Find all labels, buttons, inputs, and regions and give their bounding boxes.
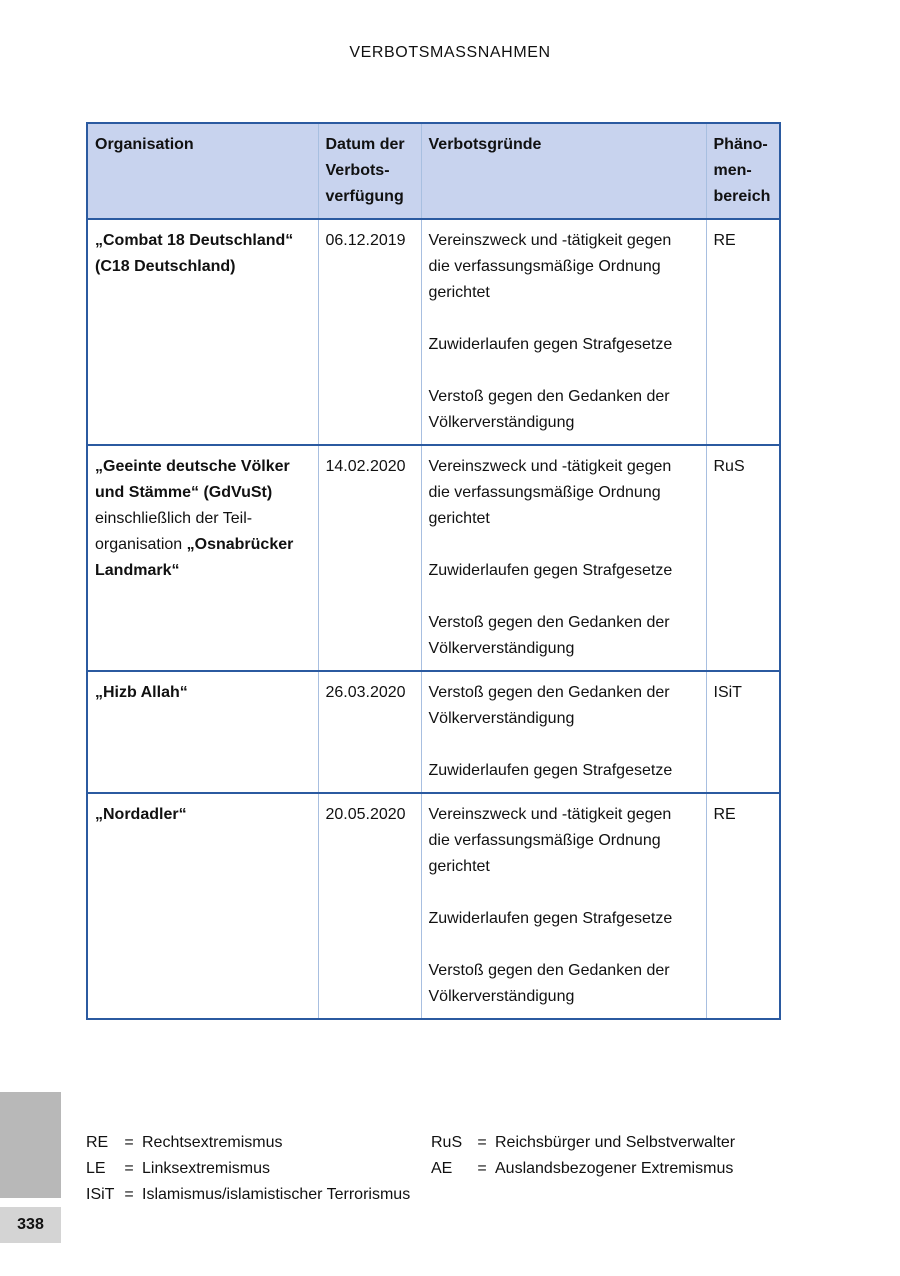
legend-meaning: Linksextremismus bbox=[142, 1160, 271, 1177]
reason-line: Zuwiderlaufen gegen Strafgesetze bbox=[428, 336, 673, 353]
page-number: 338 bbox=[0, 1207, 61, 1243]
reason-line: Verstoß gegen den Gedanken der bbox=[428, 684, 670, 701]
table-body bbox=[87, 219, 780, 1019]
legend-row bbox=[86, 1130, 806, 1156]
org-line bbox=[95, 680, 311, 706]
legend-eq: = bbox=[477, 1160, 487, 1177]
legend-entry bbox=[431, 1130, 735, 1156]
reason-line: Völkerverständigung bbox=[428, 710, 575, 727]
legend-abbr: RuS bbox=[431, 1134, 463, 1151]
legend-meaning: Islamismus/islamistischer Terrorismus bbox=[142, 1186, 411, 1203]
paragraph-gap bbox=[429, 732, 699, 758]
reason-line: gerichtet bbox=[428, 284, 490, 301]
legend-meaning: Auslandsbezogener Extremismus bbox=[495, 1160, 734, 1177]
area-code: RuS bbox=[713, 458, 745, 475]
header-line: bereich bbox=[713, 188, 771, 205]
reason-line: Verstoß gegen den Gedanken der bbox=[428, 962, 670, 979]
reason-line: Zuwiderlaufen gegen Strafgesetze bbox=[428, 762, 673, 779]
org-text: „Combat 18 Deutschland“ bbox=[95, 232, 294, 249]
cell-area bbox=[706, 793, 780, 1019]
reason-line: Zuwiderlaufen gegen Strafgesetze bbox=[428, 562, 673, 579]
legend-entry bbox=[86, 1182, 431, 1208]
org-line bbox=[95, 506, 311, 532]
legend-abbr: AE bbox=[431, 1160, 453, 1177]
reason-line: Vereinszweck und -tätigkeit gegen bbox=[428, 232, 672, 249]
header-line: verfügung bbox=[325, 188, 404, 205]
side-tab-marker bbox=[0, 1092, 61, 1198]
legend-row bbox=[86, 1182, 806, 1208]
legend-entry bbox=[431, 1156, 733, 1182]
cell-organisation bbox=[87, 793, 318, 1019]
cell-organisation bbox=[87, 445, 318, 671]
legend-abbr: LE bbox=[86, 1160, 106, 1177]
org-line bbox=[95, 532, 311, 558]
header-line: Verbots- bbox=[325, 162, 390, 179]
org-text: und Stämme“ (GdVuSt) bbox=[95, 484, 273, 501]
legend-meaning: Rechtsextremismus bbox=[142, 1134, 283, 1151]
org-line bbox=[95, 480, 311, 506]
col-header-organisation bbox=[87, 123, 318, 219]
cell-area bbox=[706, 219, 780, 445]
table-row bbox=[87, 793, 780, 1019]
org-line bbox=[95, 454, 311, 480]
paragraph-gap bbox=[429, 532, 699, 558]
area-code: RE bbox=[713, 232, 736, 249]
abbreviation-legend bbox=[86, 1130, 806, 1208]
date-text: 06.12.2019 bbox=[325, 232, 406, 249]
header-line: Organisation bbox=[95, 136, 194, 153]
org-line bbox=[95, 802, 311, 828]
cell-date bbox=[318, 445, 421, 671]
cell-organisation bbox=[87, 671, 318, 793]
org-line bbox=[95, 228, 311, 254]
col-header-date bbox=[318, 123, 421, 219]
legend-entry bbox=[86, 1130, 431, 1156]
reason-line: Zuwiderlaufen gegen Strafgesetze bbox=[428, 910, 673, 927]
org-text: organisation bbox=[95, 536, 187, 553]
legend-meaning: Reichsbürger und Selbstverwalter bbox=[495, 1134, 736, 1151]
org-text: „Nordadler“ bbox=[95, 806, 187, 823]
org-text: (C18 Deutschland) bbox=[95, 258, 236, 275]
legend-eq: = bbox=[124, 1160, 134, 1177]
cell-area bbox=[706, 671, 780, 793]
reason-line: Völkerverständigung bbox=[428, 640, 575, 657]
area-code: ISiT bbox=[713, 684, 742, 701]
reason-line: Völkerverständigung bbox=[428, 414, 575, 431]
legend-eq: = bbox=[124, 1186, 134, 1203]
date-text: 14.02.2020 bbox=[325, 458, 406, 475]
cell-reasons bbox=[421, 445, 706, 671]
col-header-reasons bbox=[421, 123, 706, 219]
header-line: Phäno- bbox=[713, 136, 768, 153]
cell-reasons bbox=[421, 793, 706, 1019]
paragraph-gap bbox=[429, 306, 699, 332]
cell-date bbox=[318, 793, 421, 1019]
paragraph-gap bbox=[429, 358, 699, 384]
cell-organisation bbox=[87, 219, 318, 445]
ban-measures-table bbox=[86, 122, 781, 1020]
date-text: 20.05.2020 bbox=[325, 806, 406, 823]
paragraph-gap bbox=[429, 880, 699, 906]
reason-line: Verstoß gegen den Gedanken der bbox=[428, 614, 670, 631]
reason-line: Völkerverständigung bbox=[428, 988, 575, 1005]
org-text: „Hizb Allah“ bbox=[95, 684, 188, 701]
header-line: men- bbox=[713, 162, 752, 179]
paragraph-gap bbox=[429, 584, 699, 610]
paragraph-gap bbox=[429, 932, 699, 958]
org-line bbox=[95, 254, 311, 280]
cell-date bbox=[318, 671, 421, 793]
reason-line: die verfassungsmäßige Ordnung bbox=[428, 832, 661, 849]
org-text: Landmark“ bbox=[95, 562, 180, 579]
reason-line: Vereinszweck und -tätigkeit gegen bbox=[428, 806, 672, 823]
reason-line: Verstoß gegen den Gedanken der bbox=[428, 388, 670, 405]
reason-line: die verfassungsmäßige Ordnung bbox=[428, 484, 661, 501]
legend-entry bbox=[86, 1156, 431, 1182]
cell-date bbox=[318, 219, 421, 445]
reason-line: gerichtet bbox=[428, 510, 490, 527]
table-row bbox=[87, 671, 780, 793]
org-text: „Geeinte deutsche Völker bbox=[95, 458, 290, 475]
reason-line: Vereinszweck und -tätigkeit gegen bbox=[428, 458, 672, 475]
cell-reasons bbox=[421, 219, 706, 445]
header-line: Datum der bbox=[325, 136, 405, 153]
legend-abbr: ISiT bbox=[86, 1186, 115, 1203]
legend-eq: = bbox=[477, 1134, 487, 1151]
table-row bbox=[87, 219, 780, 445]
area-code: RE bbox=[713, 806, 736, 823]
cell-area bbox=[706, 445, 780, 671]
legend-abbr: RE bbox=[86, 1134, 109, 1151]
org-text: einschließlich der Teil- bbox=[95, 510, 253, 527]
reason-line: gerichtet bbox=[428, 858, 490, 875]
legend-eq: = bbox=[124, 1134, 134, 1151]
date-text: 26.03.2020 bbox=[325, 684, 406, 701]
reason-line: die verfassungsmäßige Ordnung bbox=[428, 258, 661, 275]
org-line bbox=[95, 558, 311, 584]
org-text: „Osnabrücker bbox=[186, 536, 294, 553]
col-header-area bbox=[706, 123, 780, 219]
running-header: VERBOTSMASSNAHMEN bbox=[349, 44, 551, 61]
cell-reasons bbox=[421, 671, 706, 793]
legend-row bbox=[86, 1156, 806, 1182]
table-header-row bbox=[87, 123, 780, 219]
header-line: Verbotsgründe bbox=[428, 136, 542, 153]
table-row bbox=[87, 445, 780, 671]
